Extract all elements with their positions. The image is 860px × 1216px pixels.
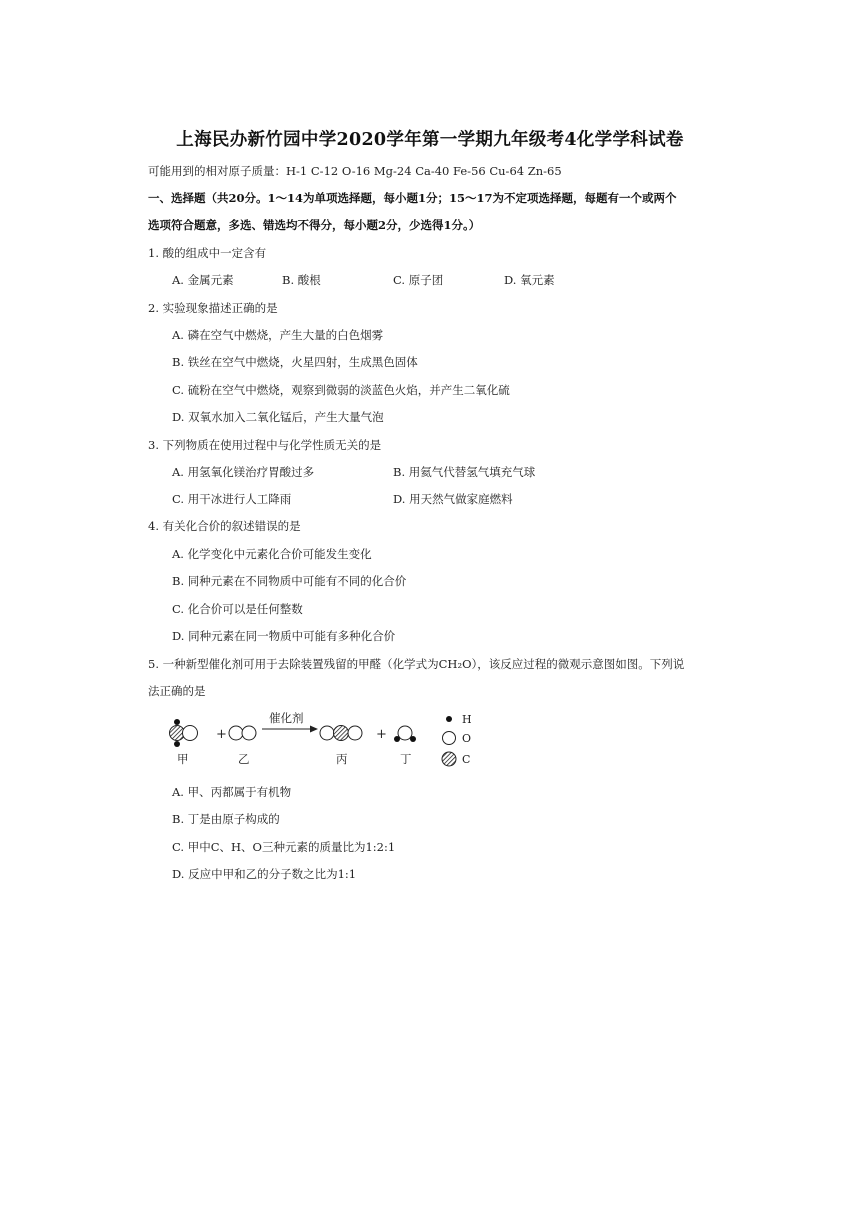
question-1-stem: 1. 酸的组成中一定含有 [148, 246, 267, 260]
question-2-option-d: D. 双氧水加入二氧化锰后，产生大量气泡 [172, 410, 384, 424]
question-5-option-c: C. 甲中C、H、O三种元素的质量比为1:2:1 [172, 840, 396, 854]
question-5-stem-line2: 法正确的是 [148, 684, 206, 698]
section-heading-line1: 一、选择题（共20分。1～14为单项选择题，每小题1分；15～17为不定项选择题，每题有一个或两个 [148, 191, 677, 205]
question-1-option-c: C. 原子团 [393, 273, 444, 287]
section-heading-line2: 选项符合题意，多选、错选均不得分，每小题2分，少选得1分。） [148, 218, 481, 232]
question-3-stem: 3. 下列物质在使用过程中与化学性质无关的是 [148, 438, 382, 452]
question-5-option-d: D. 反应中甲和乙的分子数之比为1:1 [172, 867, 357, 881]
question-4-option-a: A. 化学变化中元素化合价可能发生变化 [172, 547, 372, 561]
question-4-option-d: D. 同种元素在同一物质中可能有多种化合价 [172, 629, 396, 643]
question-3-option-a: A. 用氢氧化镁治疗胃酸过多 [172, 465, 315, 479]
question-1-option-b: B. 酸根 [282, 273, 321, 287]
molecule-yi [229, 726, 256, 740]
reaction-diagram [160, 708, 500, 772]
question-5-option-a: A. 甲、丙都属于有机物 [172, 785, 292, 799]
plus-sign-2: + [376, 727, 387, 742]
label-ding: 丁 [400, 752, 412, 766]
reaction-arrow-head [310, 726, 318, 733]
legend-c-label: C [462, 753, 471, 766]
legend-o-label: O [462, 732, 472, 745]
legend-h-symbol [446, 716, 452, 722]
question-4-option-b: B. 同种元素在不同物质中可能有不同的化合价 [172, 574, 407, 588]
label-bing: 丙 [336, 752, 348, 766]
question-4-option-c: C. 化合价可以是任何整数 [172, 602, 303, 616]
legend-c-symbol [442, 752, 456, 766]
molecule-ding [394, 726, 416, 742]
question-2-option-a: A. 磷在空气中燃烧，产生大量的白色烟雾 [172, 328, 384, 342]
question-3-option-d: D. 用天然气做家庭燃料 [393, 492, 513, 506]
diagram-legend [442, 713, 472, 766]
legend-o-symbol [443, 732, 456, 745]
molecule-bing [320, 726, 362, 741]
question-5-option-b: B. 丁是由原子构成的 [172, 812, 280, 826]
question-5-stem-line1: 5. 一种新型催化剂可用于去除装置残留的甲醛（化学式为CH₂O），该反应过程的微观示意图如图。下列说 [148, 657, 685, 671]
molecule-jia [170, 719, 198, 747]
legend-h-label: H [462, 713, 472, 726]
atomic-mass-line: 可能用到的相对原子质量：H-1 C-12 O-16 Mg-24 Ca-40 Fe-56 Cu-64 Zn-65 [148, 164, 562, 178]
label-jia: 甲 [177, 752, 189, 766]
question-1-option-a: A. 金属元素 [172, 273, 234, 287]
plus-sign-1: + [216, 727, 227, 742]
exam-title: 上海民办新竹园中学2020学年第一学期九年级考4化学学科试卷 [176, 130, 684, 150]
catalyst-label: 催化剂 [269, 711, 304, 725]
label-yi: 乙 [238, 752, 250, 766]
question-4-stem: 4. 有关化合价的叙述错误的是 [148, 519, 301, 533]
question-3-option-c: C. 用干冰进行人工降雨 [172, 492, 292, 506]
question-3-option-b: B. 用氦气代替氢气填充气球 [393, 465, 536, 479]
question-2-option-b: B. 铁丝在空气中燃烧，火星四射，生成黑色固体 [172, 355, 418, 369]
question-1-option-d: D. 氧元素 [504, 273, 555, 287]
question-2-stem: 2. 实验现象描述正确的是 [148, 301, 278, 315]
question-2-option-c: C. 硫粉在空气中燃烧，观察到微弱的淡蓝色火焰，并产生二氧化硫 [172, 383, 510, 397]
